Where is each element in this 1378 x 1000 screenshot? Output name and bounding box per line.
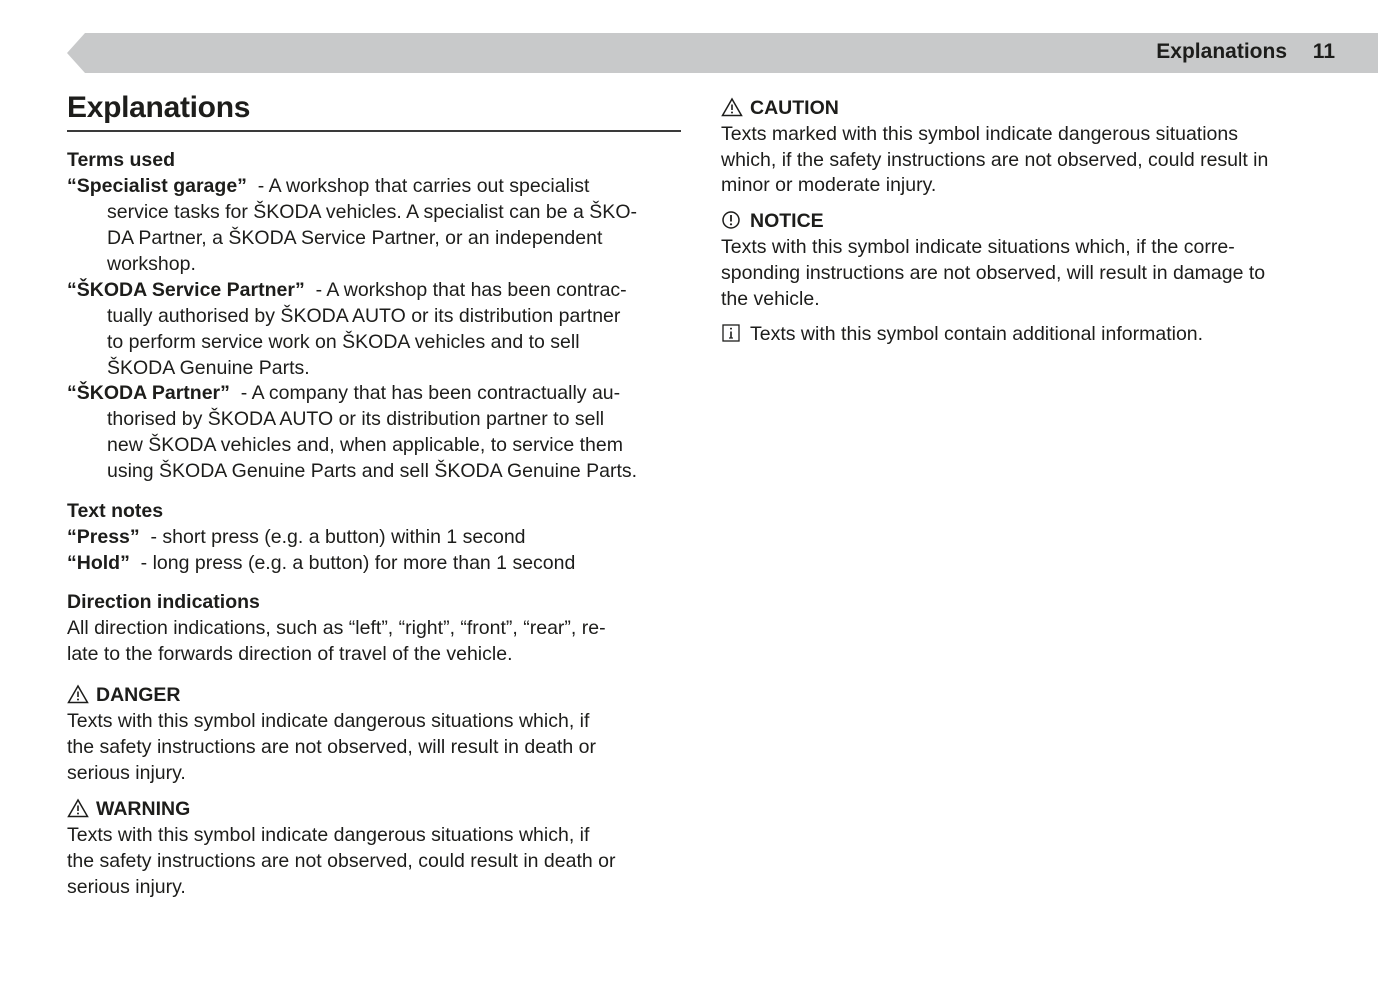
- term-text: new ŠKODA vehicles and, when applicable, to service them: [107, 434, 623, 456]
- caution-text: Texts marked with this symbol indicate dangerous situations: [721, 123, 1238, 145]
- danger-text: the safety instructions are not observed, will result in death or: [67, 736, 596, 758]
- term-text: thorised by ŠKODA AUTO or its distribution partner to sell: [107, 408, 605, 430]
- direction-text: late to the forwards direction of travel of the vehicle.: [67, 643, 513, 665]
- caution-heading: [721, 95, 839, 121]
- caution-text: which, if the safety instructions are not observed, could result in: [721, 149, 1269, 171]
- notice-label: NOTICE: [750, 210, 824, 232]
- term: “Hold”: [67, 552, 130, 574]
- term-entry: [67, 380, 620, 406]
- caution-text: minor or moderate injury.: [721, 174, 937, 196]
- notice-text: Texts with this symbol indicate situations which, if the corre-: [721, 236, 1235, 258]
- danger-text: Texts with this symbol indicate dangerous situations which, if: [67, 710, 590, 732]
- note-entry: [67, 550, 575, 576]
- info-note: [721, 321, 1203, 347]
- warning-triangle-icon: [67, 798, 89, 818]
- term-text: - short press (e.g. a button) within 1 second: [150, 526, 526, 548]
- term: “Specialist garage”: [67, 175, 247, 197]
- term-text: using ŠKODA Genuine Parts and sell ŠKODA Genuine Parts.: [107, 460, 638, 482]
- danger-heading: [67, 682, 181, 708]
- page-number: 11: [1312, 40, 1335, 63]
- term-text: DA Partner, a ŠKODA Service Partner, or an independent: [107, 227, 603, 249]
- warning-text: the safety instructions are not observed, could result in death or: [67, 850, 616, 872]
- header-section-title: Explanations: [1156, 40, 1287, 63]
- notice-heading: [721, 208, 824, 234]
- direction-text: All direction indications, such as “left”, “right”, “front”, “rear”, re-: [67, 617, 606, 639]
- term-text: - A company that has been contractually au-: [240, 382, 621, 404]
- term-text: tually authorised by ŠKODA AUTO or its distribution partner: [107, 305, 621, 327]
- warning-text: serious injury.: [67, 876, 186, 898]
- term-entry: [67, 173, 589, 199]
- caution-label: CAUTION: [750, 97, 839, 119]
- term: “Press”: [67, 526, 140, 548]
- warning-triangle-icon: [721, 97, 743, 117]
- danger-text: serious injury.: [67, 762, 186, 784]
- term: “ŠKODA Service Partner”: [67, 279, 305, 301]
- note-entry: [67, 524, 526, 550]
- exclamation-circle-icon: [721, 210, 743, 230]
- warning-text: Texts with this symbol indicate dangerous situations which, if: [67, 824, 590, 846]
- term-text: - A workshop that has been contrac-: [315, 279, 627, 301]
- info-box-icon: [721, 323, 743, 343]
- direction-heading: Direction indications: [67, 591, 260, 613]
- warning-triangle-icon: [67, 684, 89, 704]
- info-text: Texts with this symbol contain additional information.: [750, 323, 1204, 345]
- term-text: workshop.: [107, 253, 196, 275]
- notice-text: sponding instructions are not observed, will result in damage to: [721, 262, 1266, 284]
- text-notes-heading: Text notes: [67, 500, 164, 522]
- term-text: to perform service work on ŠKODA vehicles and to sell: [107, 331, 580, 353]
- title-rule: [67, 130, 681, 132]
- term-text: - long press (e.g. a button) for more than 1 second: [140, 552, 576, 574]
- term: “ŠKODA Partner”: [67, 382, 230, 404]
- warning-heading: [67, 796, 190, 822]
- term-text: service tasks for ŠKODA vehicles. A specialist can be a ŠKO-: [107, 201, 637, 223]
- terms-heading: Terms used: [67, 149, 176, 171]
- term-text: - A workshop that carries out specialist: [257, 175, 590, 197]
- term-text: ŠKODA Genuine Parts.: [107, 357, 310, 379]
- notice-text: the vehicle.: [721, 288, 820, 310]
- page-title: Explanations: [67, 91, 251, 124]
- term-entry: [67, 277, 627, 303]
- danger-label: DANGER: [96, 684, 181, 706]
- warning-label: WARNING: [96, 798, 191, 820]
